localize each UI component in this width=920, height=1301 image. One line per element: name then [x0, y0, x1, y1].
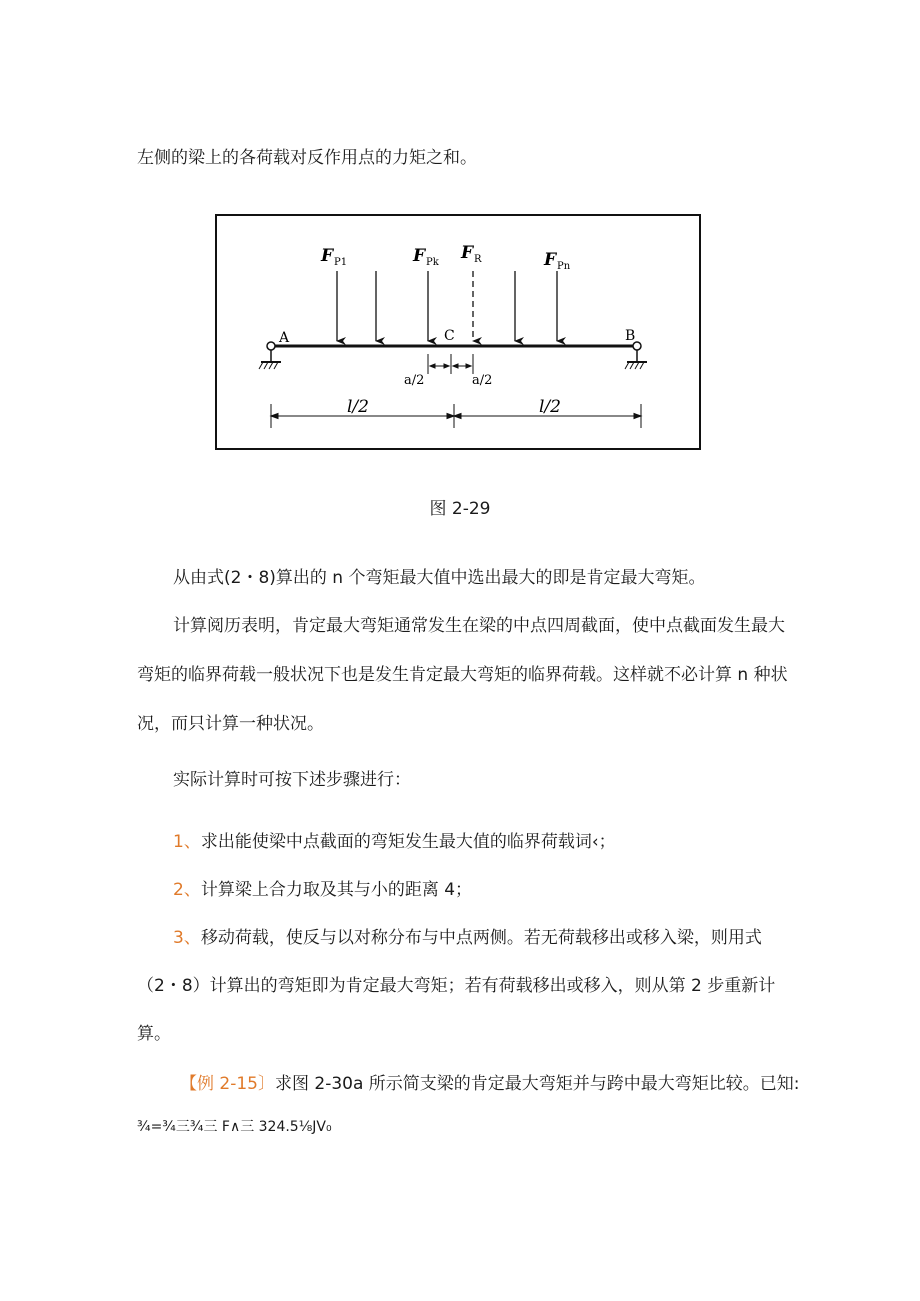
label-fpn [543, 250, 571, 272]
label-a: A [279, 330, 290, 346]
step-3-number: 3、 [173, 928, 201, 948]
svg-text:F: F [413, 246, 426, 266]
paragraph-1: 左侧的梁上的各荷载对反作用点的力矩之和。 [137, 148, 477, 168]
paragraph-3-line-3: 况，而只计算一种状况。 [137, 714, 324, 734]
step-3-line-1 [173, 923, 920, 948]
svg-text:F: F [461, 243, 474, 263]
dimension-l2 [271, 404, 641, 428]
label-fr [460, 243, 482, 265]
step-1-text: 求出能使梁中点截面的弯矩发生最大值的临界荷载词‹； [200, 832, 616, 852]
svg-text:Pk: Pk [426, 257, 439, 268]
step-2 [173, 875, 920, 900]
beam-diagram [217, 216, 699, 448]
label-a2-left: a/2 [404, 373, 425, 388]
svg-text:Pn: Pn [557, 261, 571, 272]
paragraph-4: 实际计算时可按下述步骤进行： [173, 770, 411, 790]
paragraph-2: 从由式(2・8)算出的 n 个弯矩最大值中选出最大的即是肯定最大弯矩。 [173, 568, 706, 588]
paragraph-3-line-2: 弯矩的临界荷载一般状况下也是发生肯定最大弯矩的临界荷载。这样就不必计算 n 种状 [137, 665, 788, 685]
svg-text:P1: P1 [334, 257, 348, 268]
label-fp1 [320, 246, 347, 268]
label-fpk [412, 246, 440, 268]
step-3-line-3: 算。 [137, 1024, 171, 1044]
label-a2-right: a/2 [472, 373, 493, 388]
example-tag: 【例 2-15〕 [180, 1074, 275, 1094]
figure-2-29 [215, 214, 701, 450]
step-3-text: 移动荷载，使反与以对称分布与中点两侧。若无荷载移出或移入梁，则用式 [200, 928, 762, 948]
svg-text:R: R [474, 254, 482, 265]
step-2-number: 2、 [173, 880, 201, 900]
paragraph-3-line-1: 计算阅历表明，肯定最大弯矩通常发生在梁的中点四周截面，使中点截面发生最大 [173, 616, 785, 636]
label-c: C [444, 328, 455, 344]
step-1-number: 1、 [173, 832, 201, 852]
svg-text:F: F [544, 250, 557, 270]
example-text: 求图 2-30a 所示简支梁的肯定最大弯矩并与跨中最大弯矩比较。已知: [275, 1074, 800, 1094]
given-values-line: ¾=¾三¾三 F∧三 324.5⅛JV₀ [137, 1119, 332, 1135]
step-1 [173, 827, 920, 852]
step-3-line-2: （2・8）计算出的弯矩即为肯定最大弯矩；若有荷载移出或移入，则从第 2 步重新计 [137, 976, 776, 996]
dimension-a2 [428, 354, 473, 374]
label-l2-right: l/2 [539, 397, 561, 417]
figure-caption: 图 2-29 [429, 499, 491, 519]
label-b: B [625, 328, 636, 344]
svg-text:F: F [321, 246, 334, 266]
step-2-text: 计算梁上合力取及其与小的距离 4； [200, 880, 473, 900]
example-2-15 [180, 1069, 920, 1094]
label-l2-left: l/2 [347, 397, 369, 417]
